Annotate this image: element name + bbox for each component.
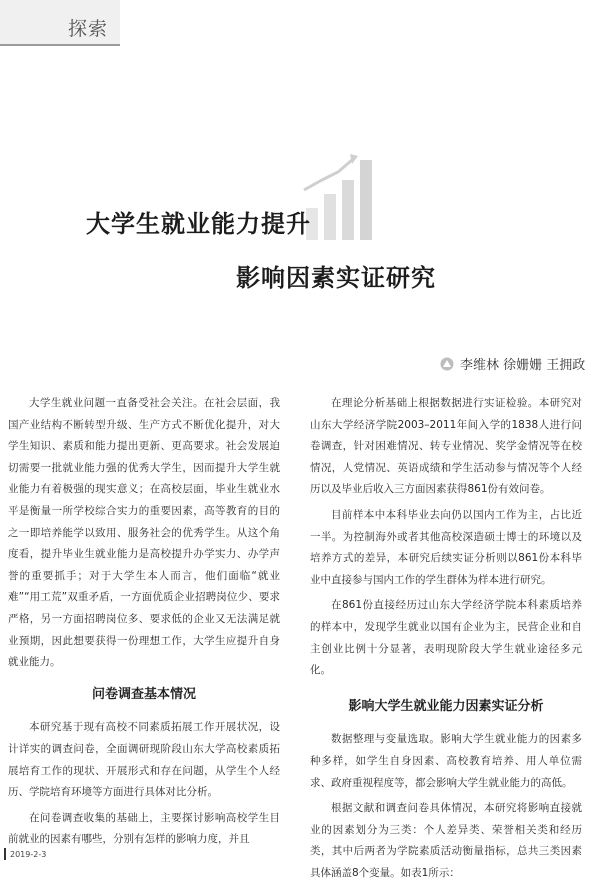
section-tab bbox=[0, 0, 120, 46]
section-heading: 影响大学生就业能力因素实证分析 bbox=[348, 698, 544, 714]
footer-bar bbox=[4, 848, 6, 860]
growth-chart-icon bbox=[300, 150, 390, 240]
paragraph: 在问卷调查收集的基础上，主要探讨影响高校学生目前就业的因素有哪些，分别有怎样的影响力度，并且 bbox=[8, 811, 280, 846]
author-icon bbox=[440, 357, 454, 371]
paragraph: 本研究基于现有高校不同素质拓展工作开展状况，设计详实的调查问卷，全面调研现阶段山东大学高校素质拓展培育工作的现状、开展形式和存在问题，从学生个人经历、学院培育环境等方面进行具体对比分析。 bbox=[8, 721, 280, 799]
author-line bbox=[440, 354, 585, 373]
section-rule bbox=[0, 44, 120, 46]
left-column bbox=[8, 393, 280, 855]
paragraph: 目前样本中本科毕业去向仍以国内工作为主，占比近一半。为控制海外或者其他高校深造硕士博士的环境以及培养方式的差异，本研究后续实证分析则以861份本科毕业中直接参与国内工作的学生群体为样本进行研究。 bbox=[310, 508, 582, 586]
paragraph: 在理论分析基础上根据数据进行实证检验。本研究对山东大学经济学院2003–2011年间入学的1838人进行问卷调查，针对困难情况、转专业情况、奖学金情况等在校情况，人党情况、英语成绩和学生活动参与情况等个人经历以及毕业后收入三方面因素获得861份有效问卷。 bbox=[310, 397, 582, 496]
paragraph: 大学生就业问题一直备受社会关注。在社会层面，我国产业结构不断转型升级、生产方式不断优化提升，对大学生知识、素质和能力提出更新、更高要求。社会发展迫切需要一批就业能力强的优秀大学生，因而提升大学生就业能力有着极强的现实意义；在高校层面，毕业生就业水平是衡量一所学校综合实力的重要因素，高等教育的目的之一即培养能学以致用、服务社会的优秀学生。从这个角度看，提升毕业生就业能力是高校提升办学实力、办学声誉的重要抓手；对于大学生本人而言，他们面临“就业难”“用工荒”双重矛盾，一方面优质企业招聘岗位少、要求严格，另一方面招聘岗位多、要求低的企业又无法满足就业预期，因此想要获得一份理想工作，大学生应提升自身就业能力。 bbox=[8, 397, 280, 669]
article-title-line2: 影响因素实证研究 bbox=[236, 264, 436, 292]
right-column bbox=[310, 393, 582, 888]
issue-date: 2019-2-3 bbox=[10, 849, 47, 859]
paragraph: 数据整理与变量选取。影响大学生就业能力的因素多种多样，如学生自身因素、高校教育培养、用人单位需求、政府重视程度等，都会影响大学生就业能力的高低。 bbox=[310, 733, 582, 789]
paragraph: 在861份直接经历过山东大学经济学院本科素质培养的样本中，发现学生就业以国有企业为主，民营企业和自主创业比例十分显著，表明现阶段大学生就业途径多元化。 bbox=[310, 599, 582, 677]
article-title-line1: 大学生就业能力提升 bbox=[86, 210, 311, 238]
section-label: 探索 bbox=[68, 18, 109, 40]
paragraph: 根据文献和调查问卷具体情况，本研究将影响直接就业的因素划分为三类：个人差异类、荣誉相关类和经历类，其中后两者为学院素质活动衡量指标，总共三类因素具体涵盖8个变量。如表1所示： bbox=[310, 802, 582, 879]
authors: 李维林 徐姗姗 王拥政 bbox=[460, 358, 586, 373]
page-footer bbox=[4, 848, 46, 860]
section-heading: 问卷调查基本情况 bbox=[91, 686, 196, 702]
